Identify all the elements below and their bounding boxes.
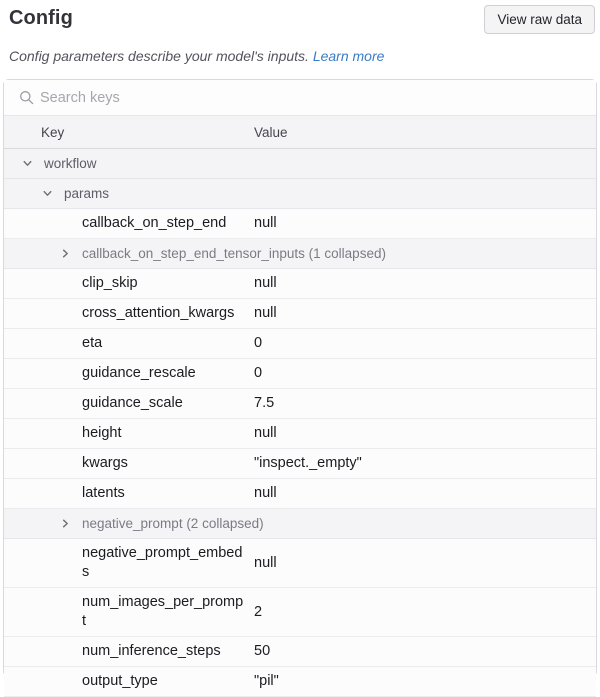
- tree-key-cell: [4, 449, 254, 478]
- value-label: null: [254, 275, 277, 291]
- key-label: cross_attention_kwargs: [82, 305, 235, 321]
- page-title: Config: [9, 7, 73, 29]
- key-label: num_inference_steps: [82, 643, 221, 659]
- table-row: [4, 329, 596, 359]
- table-row: [4, 449, 596, 479]
- value-label: [254, 159, 596, 169]
- search-input[interactable]: [40, 80, 586, 115]
- key-label: callback_on_step_end: [82, 215, 227, 231]
- search-bar: [4, 80, 596, 115]
- key-label: params: [64, 186, 110, 201]
- table-row: [4, 509, 596, 539]
- config-description-text: Config parameters describe your model's inputs.: [9, 48, 309, 64]
- tree-group-key-cell[interactable]: [4, 509, 264, 538]
- table-row: [4, 667, 596, 697]
- value-label: 2: [254, 603, 263, 620]
- value-label: "pil": [254, 673, 279, 689]
- value-label: null: [254, 215, 277, 231]
- key-label: num_images_per_prompt: [82, 594, 244, 629]
- table-row: [4, 239, 596, 269]
- tree-key-cell: [4, 667, 254, 696]
- column-header-key: Key: [41, 124, 65, 140]
- table-row: [4, 179, 596, 209]
- tree-key-cell: [4, 539, 254, 587]
- table-row: [4, 209, 596, 239]
- table-row: [4, 419, 596, 449]
- chevron-right-icon[interactable]: [59, 518, 71, 530]
- value-label: 0: [254, 335, 263, 351]
- key-label: negative_prompt (2 collapsed): [82, 516, 264, 531]
- value-label: null: [254, 554, 277, 571]
- value-label: 0: [254, 365, 263, 381]
- key-label: callback_on_step_end_tensor_inputs (1 collapsed): [82, 246, 386, 261]
- value-label: 7.5: [254, 395, 275, 411]
- chevron-down-icon[interactable]: [21, 158, 33, 170]
- table-row: [4, 269, 596, 299]
- key-label: negative_prompt_embeds: [82, 545, 243, 580]
- tree-key-cell: [4, 329, 254, 358]
- table-header: [4, 115, 596, 149]
- value-label: null: [254, 305, 277, 321]
- key-label: guidance_scale: [82, 395, 183, 411]
- tree-key-cell: [4, 479, 254, 508]
- key-label: eta: [82, 335, 103, 351]
- table-row: [4, 588, 596, 637]
- table-row: [4, 299, 596, 329]
- chevron-down-icon[interactable]: [41, 188, 53, 200]
- config-tree-panel: [3, 79, 597, 689]
- key-label: workflow: [44, 156, 97, 171]
- tree-key-cell: [4, 588, 254, 636]
- key-label: kwargs: [82, 455, 128, 471]
- value-label: null: [254, 425, 277, 441]
- tree-group-key-cell[interactable]: [4, 149, 254, 178]
- column-header-value: Value: [254, 124, 288, 140]
- config-description: [9, 48, 591, 64]
- tree-key-cell: [4, 637, 254, 666]
- tree-group-key-cell[interactable]: [4, 239, 386, 268]
- tree-key-cell: [4, 299, 254, 328]
- key-label: output_type: [82, 673, 158, 689]
- chevron-right-icon[interactable]: [59, 248, 71, 260]
- key-label: clip_skip: [82, 275, 138, 291]
- view-raw-data-button[interactable]: View raw data: [484, 5, 595, 34]
- tree-key-cell: [4, 269, 254, 298]
- learn-more-link[interactable]: Learn more: [312, 48, 385, 64]
- table-row: [4, 359, 596, 389]
- value-label: [254, 189, 596, 199]
- table-row: [4, 389, 596, 419]
- value-label: null: [254, 485, 277, 501]
- tree-key-cell: [4, 419, 254, 448]
- key-label: latents: [82, 485, 125, 501]
- key-label: height: [82, 425, 122, 441]
- value-label: [254, 519, 596, 529]
- tree-group-key-cell[interactable]: [4, 179, 254, 208]
- search-icon: [19, 90, 34, 105]
- table-row: [4, 479, 596, 509]
- table-row: [4, 637, 596, 667]
- value-label: "inspect._empty": [254, 455, 362, 471]
- tree-key-cell: [4, 389, 254, 418]
- tree-key-cell: [4, 359, 254, 388]
- tree-key-cell: [4, 209, 254, 238]
- table-row: [4, 149, 596, 179]
- table-row: [4, 539, 596, 588]
- config-table-rows: [4, 149, 596, 697]
- value-label: 50: [254, 643, 271, 659]
- key-label: guidance_rescale: [82, 365, 196, 381]
